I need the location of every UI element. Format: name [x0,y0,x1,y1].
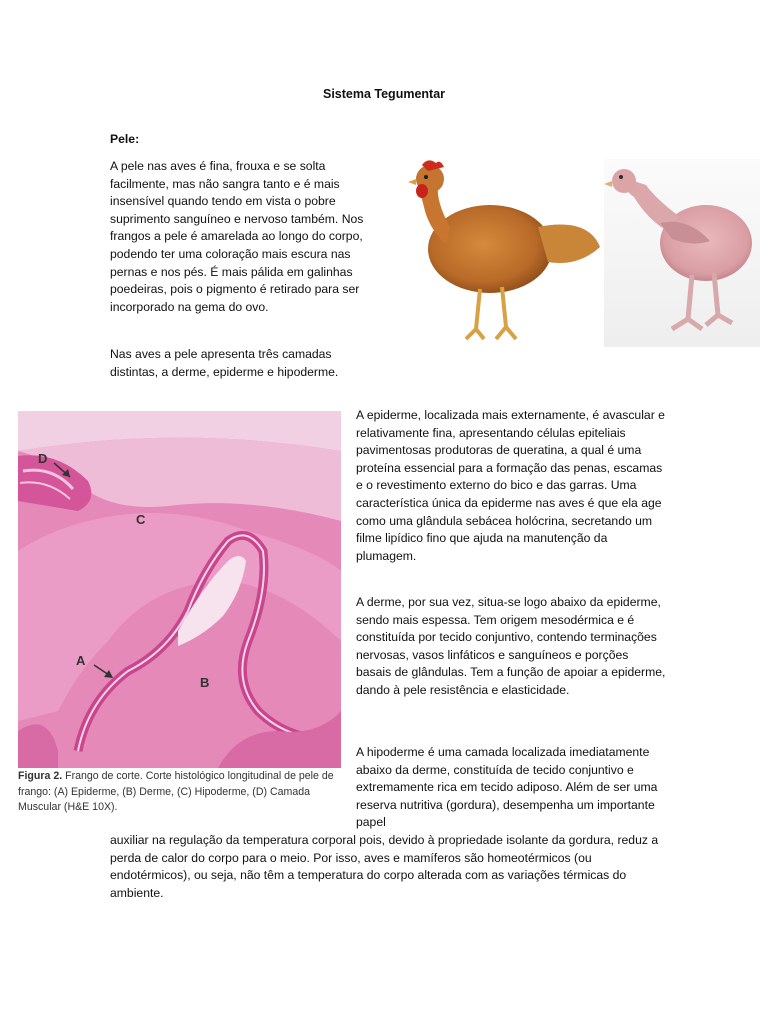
chickens-photo [388,157,760,349]
marker-b: B [200,675,210,690]
paragraph-hypodermis-start: A hipoderme é uma camada localizada imediatamente abaixo da derme, constituída de tecido conjuntivo e extremamente rica em tecido adiposo. Além de ser uma reserva nutritiva (gordura), desempenha um importante papel [356,745,658,830]
paragraph-hypodermis-end: auxiliar na regulação da temperatura corporal pois, devido à propriedade isolante da gordura, reduz a perda de calor do corpo para o meio. Por isso, aves e mamíferos são homeotérmicos (ou endotérmicos), ou seja, não têm a temperatura do corpo alterada com as variações térmicas do ambiente. [110,833,659,900]
paragraph-skin-layers: Nas aves a pele apresenta três camadas distintas, a derme, epiderme e hipoderme. [110,347,339,379]
marker-d: D [38,451,48,466]
paragraph-epidermis: A epiderme, localizada mais externamente, é avascular e relativamente fina, apresentando células epiteliais pavimentosas produtoras de queratina, a qual é uma proteína essencial para a formação das penas, escamas e o revestimento externo do bico e das garras. Uma característica única da epiderme nas aves é que ela age como uma glândula sebácea holócrina, secretando um filme lipídico fino que ajuda na manutenção da plumagem. [356,408,665,563]
figure-caption [18,769,348,816]
paragraph-skin-intro: A pele nas aves é fina, frouxa e se solta facilmente, mas não sangra tanto e é mais insensível quando tendo em vista o pobre suprimento sanguíneo e nervoso também. Nos frangos a pele é amarelada ao longo do corpo, podendo ter uma coloração mais escura nas pernas e nos pés. É mais pálida em galinhas poedeiras, pois o pigmento é retirado para ser incorporado na gema do ovo. [110,159,364,314]
section-heading: Pele: [110,132,140,146]
histology-section-image [18,411,341,768]
marker-a: A [76,653,86,668]
figure-label: Figura 2. [18,770,63,782]
document-title: Sistema Tegumentar [322,87,446,101]
marker-c: C [136,512,146,527]
figure-caption-text: Frango de corte. Corte histológico longitudinal de pele de frango: (A) Epiderme, (B) Derme, (C) Hipoderme, (D) Camada Muscular (H&E 10X). [18,770,334,813]
paragraph-dermis: A derme, por sua vez, situa-se logo abaixo da epiderme, sendo mais espessa. Tem origem mesodérmica e é constituída por tecido conjuntivo, contendo terminações nervosas, vasos linfáticos e sanguíneos e porções basais de glândulas. Tem a função de apoiar a epiderme, dando à pele resistência e elasticidade. [356,595,666,697]
